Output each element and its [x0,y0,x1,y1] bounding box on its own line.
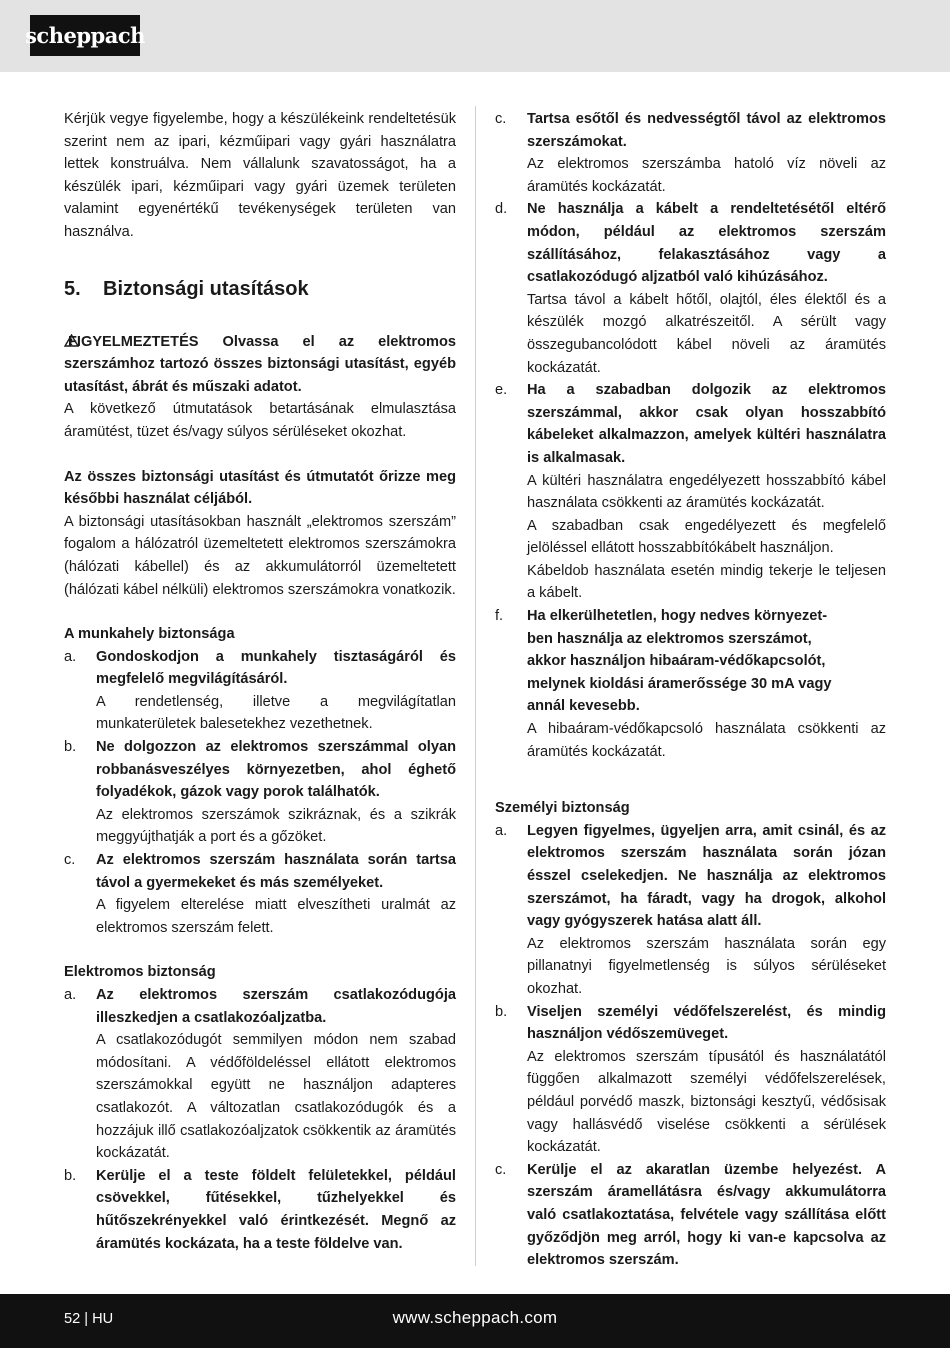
workplace-heading: A munkahely biztonsága [64,626,235,643]
list-item [495,820,886,1001]
list-label: c. [495,111,507,127]
list-item [64,736,456,849]
website-url: www.scheppach.com [392,1308,558,1327]
warning-bold [64,331,456,399]
list-bold: Tartsa esőtől és nedvességtől távol az elektromos szerszámokat. [527,111,886,150]
list-text: A figyelem elterelése miatt elveszítheti uralmát az elektromos szerszám felett. [96,897,456,936]
list-item [64,984,456,1165]
list-bold-line: akkor használjon hibaáram-védőkapcsolót, [527,653,826,670]
list-label: f. [495,608,504,625]
list-bold: Az elektromos szerszám csatlakozódugója illeszkedjen a csatlakozóaljzatba. [96,987,456,1026]
list-text: A kültéri használatra engedélyezett hosszabbító kábel használata csökkenti az áramütés kockázatát. [527,472,886,512]
left-column [64,108,456,1255]
list-label: a. [64,987,77,1003]
list-item [495,605,886,763]
list-label: d. [495,201,508,218]
personal-heading: Személyi biztonság [495,800,630,817]
warning-bold-text: FIGYELMEZTETÉS Olvassa el az elektromos szerszámhoz tartozó összes biztonsági utasítást, egyéb utasítást, ábrát és műszaki adatot. [64,333,456,395]
list-label: a. [64,648,77,665]
intro-paragraph: Kérjük vegye figyelembe, hogy a készülékeink rendeltetésük szerint nem az ipari, kézműipari vagy gyári használatra lettek konstruálva. Nem vállalunk szavatosságot, ha a készülék ipari, kézműipari vagy gyári üzemek területen valamint egyenértékű tevékenységek területen van használva. [64,111,456,240]
list-item [64,646,456,736]
list-text: A rendetlenség, illetve a megvilágítatlan munkaterületek balesetekhez vezethetnek. [96,693,456,733]
list-item [495,108,886,198]
list-bold: Gondoskodjon a munkahely tisztaságáról és megfelelő megvilágításáról. [96,648,456,688]
list-bold: Kerülje el a teste földelt felületekkel, például csövekkel, fűtésekkel, tűzhelyekkel és hűtőszekrényekkel való érintkezését. Megnő az áramütés kockázata, ha a teste földelve van. [96,1167,456,1252]
right-column [495,108,886,1272]
list-label: c. [495,1161,507,1178]
list-label: e. [495,382,508,399]
list-item [64,849,456,939]
list-text: Az elektromos szerszám típusától és használatától függően alkalmazott személyi védőfelszerelések, például porvédő maszk, biztonsági kesztyű, védősisak vagy hallásvédő viselése csökkenti a sérülések kockázatát. [527,1048,886,1156]
list-bold: Ne használja a kábelt a rendeltetésétől eltérő módon, például az elektromos szerszám szállításához, felakasztásához vagy a csatlakozódugó aljzatból való kihúzásához. [527,201,886,286]
list-label: b. [64,1167,77,1184]
list-text: Kábeldob használata esetén mindig tekerje le teljesen a kábelt. [527,562,886,602]
section-title: Biztonsági utasítások [103,277,309,300]
list-text: A hibaáram-védőkapcsoló használata csökkenti az áramütés kockázatát. [527,721,886,760]
list-bold: Legyen figyelmes, ügyeljen arra, amit csinál, és az elektromos szerszám használata során józan ésszel cselekedjen. Ne használja az elektromos szerszámot, ha fáradt, vagy ha drogok, alkohol vagy gyógyszerek hatása alatt áll. [527,822,886,930]
scheppach-logo: scheppach [30,15,140,56]
list-text: A csatlakozódugót semmilyen módon nem szabad módosítani. A védőföldeléssel ellátott elektromos szerszámokkal együtt ne használjon adapteres csatlakozót. A változatlan csatlakozódugók és a hozzájuk illő csatlakozóaljzatok csökkentik az áramütés kockázatát. [96,1032,456,1162]
list-bold-line: annál kevesebb. [527,698,640,715]
list-text: Tartsa távol a kábelt hőtől, olajtól, éles élektől és a készülék mozgó alkatrészeitől. A sérült vagy összegubancolódott kábel növeli az áramütés kockázatát. [527,291,886,376]
list-bold: Viseljen személyi védőfelszerelést, és mindig használjon védőszemüveget. [527,1003,886,1043]
list-text: Az elektromos szerszámba hatoló víz növeli az áramütés kockázatát. [527,156,886,195]
section-number: 5. [64,277,81,300]
list-item [64,1165,456,1255]
electric-heading: Elektromos biztonság [64,964,216,981]
keep-instructions-bold: Az összes biztonsági utasítást és útmutatót őrizze meg későbbi használat céljából. [64,468,456,508]
page-number: 52 | HU [64,1311,114,1327]
list-text: Az elektromos szerszámok szikráznak, és a szikrák meggyújthatják a port és a gőzöket. [96,806,456,846]
column-divider [475,106,476,1266]
list-text: A szabadban csak engedélyezett és megfelelő jelöléssel ellátott hosszabbítókábelt használjon. [527,517,886,557]
list-bold: Ne dolgozzon az elektromos szerszámmal olyan robbanásveszélyes környezetben, ahol éghető folyadékok, gázok vagy porok találhatók. [96,739,456,801]
footer-band [0,1294,950,1348]
list-bold: Kerülje el az akaratlan üzembe helyezést. A szerszám áramellátásra és/vagy akkumulátorra való csatlakoztatása, felvétele vagy szállítása előtt győződjön meg arról, hogy ki van-e kapcsolva az elektromos szerszám. [527,1161,886,1269]
list-bold-line: Ha elkerülhetetlen, hogy nedves környezet- [527,608,828,625]
list-item [495,379,886,605]
list-bold: Az elektromos szerszám használata során tartsa távol a gyermekeket és más személyeket. [96,852,456,891]
list-bold-line: ben használja az elektromos szerszámot, [527,630,812,647]
list-bold: Ha a szabadban dolgozik az elektromos szerszámmal, akkor csak olyan hosszabbító kábeleket alkalmazzon, amelyek kültéri használatra is alkalmasak. [527,382,886,466]
list-label: b. [495,1003,508,1020]
keep-instructions-text: A biztonsági utasításokban használt „elektromos szerszám” fogalom a hálózatról üzemeltetett elektromos szerszámokra (hálózati kábellel) és az akkumulátorról üzemeltetett (hálózati kábel nélküli) elektromos szerszámokra vonatkozik. [64,513,456,598]
list-label: a. [495,822,508,839]
list-bold-line: melynek kioldási áramerőssége 30 mA vagy [527,675,832,692]
section-heading [64,277,456,301]
list-item [495,1001,886,1159]
warning-text: A következő útmutatások betartásának elmulasztása áramütést, tüzet és/vagy súlyos sérüléseket okozhat. [64,401,456,440]
list-item [495,198,886,379]
list-label: c. [64,852,76,869]
list-text: Az elektromos szerszám használata során egy pillanatnyi figyelmetlenség is súlyos sérüléseket okozhat. [527,935,886,997]
list-item [495,1159,886,1272]
list-label: b. [64,739,77,756]
